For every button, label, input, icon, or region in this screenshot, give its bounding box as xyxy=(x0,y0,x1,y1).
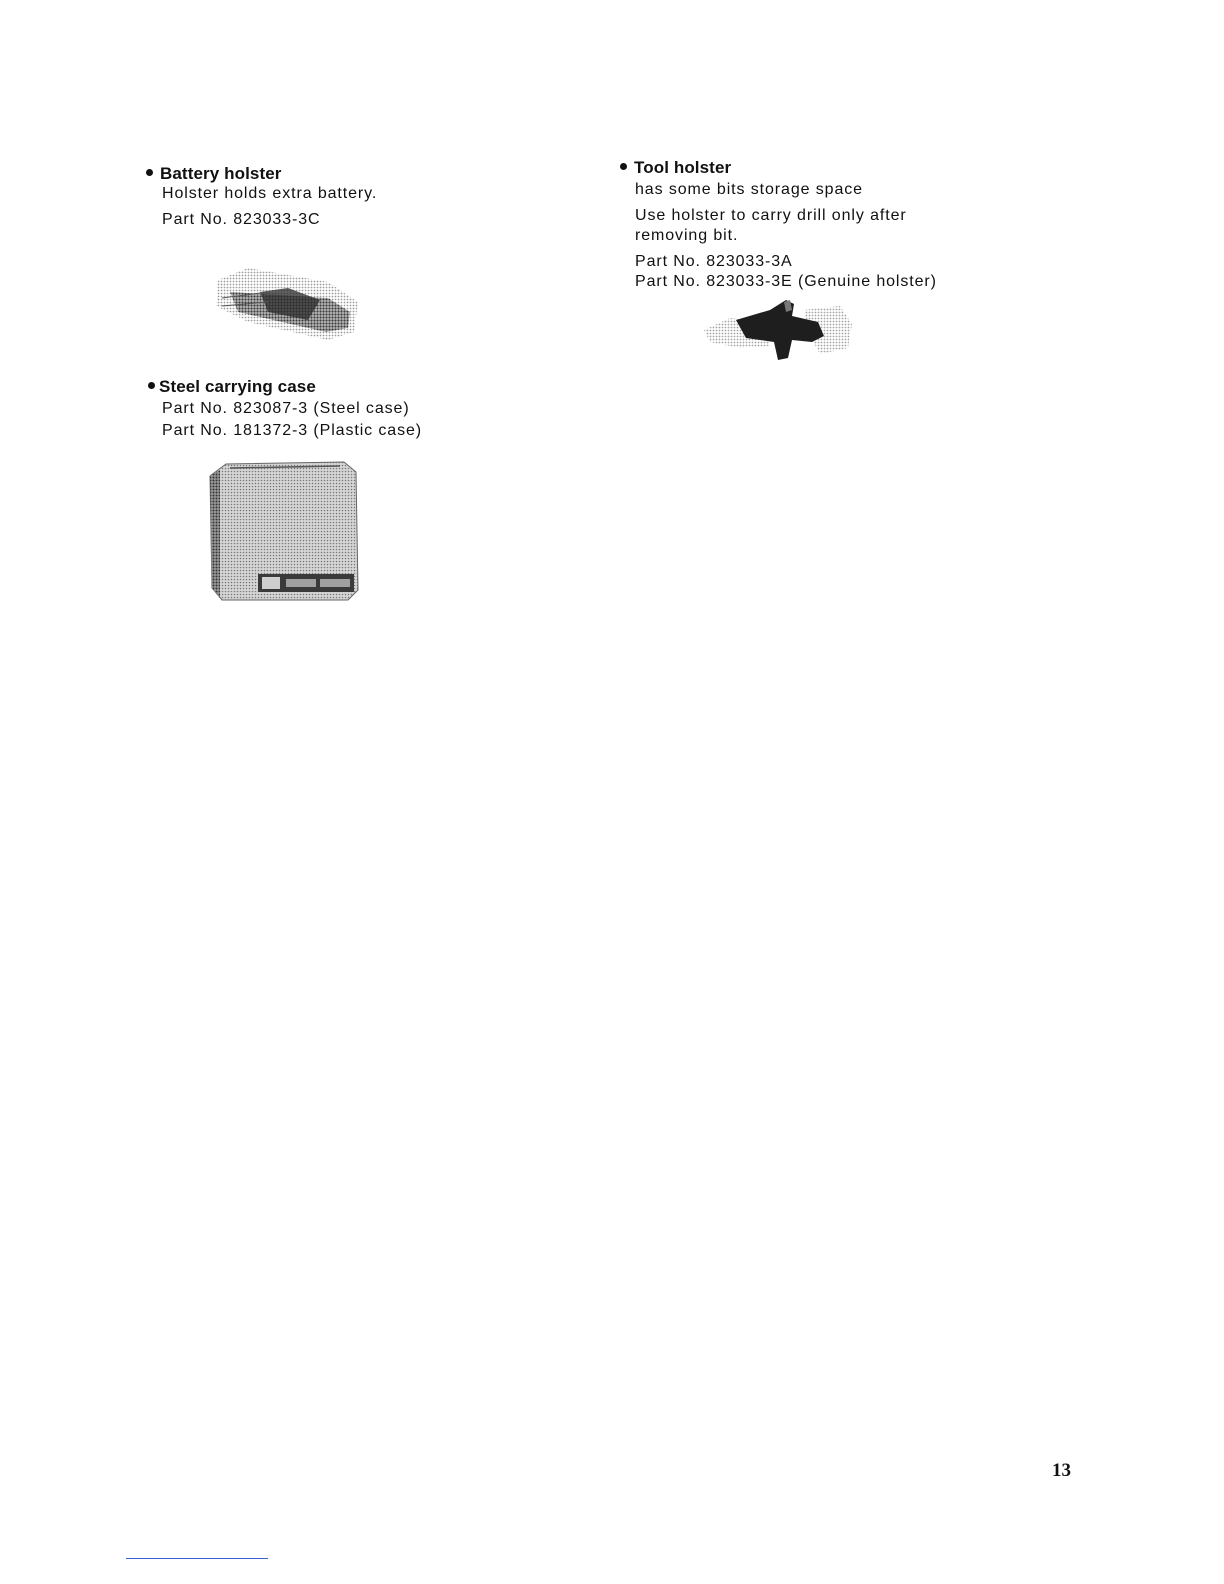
battery-holster-part-number: Part No. 823033-3C xyxy=(162,211,321,228)
battery-holster-title: Battery holster xyxy=(146,164,377,184)
plastic-case-part-number: Part No. 181372-3 (Plastic case) xyxy=(162,422,423,439)
battery-holster-section xyxy=(146,164,377,230)
tool-holster-part-number-e: Part No. 823033-3E (Genuine holster) xyxy=(635,273,937,290)
page-number: 13 xyxy=(1052,1460,1071,1481)
steel-case-title: Steel carrying case xyxy=(148,377,422,397)
tool-holster-storage-note: has some bits storage space xyxy=(635,181,863,198)
bullet-icon xyxy=(620,163,627,170)
steel-case-section xyxy=(148,377,422,441)
bullet-icon xyxy=(148,382,155,389)
steel-case-illustration xyxy=(206,458,364,604)
battery-holster-illustration xyxy=(208,262,368,344)
tool-holster-usage-note-cont: removing bit. xyxy=(635,227,739,244)
footer-rule xyxy=(126,1558,268,1559)
tool-holster-illustration xyxy=(700,296,856,362)
tool-holster-section xyxy=(620,158,937,292)
steel-case-part-number: Part No. 823087-3 (Steel case) xyxy=(162,400,410,417)
bullet-icon xyxy=(146,169,153,176)
tool-holster-part-number-a: Part No. 823033-3A xyxy=(635,253,793,270)
tool-holster-title: Tool holster xyxy=(620,158,937,178)
battery-holster-description: Holster holds extra battery. xyxy=(162,185,378,202)
tool-holster-usage-note: Use holster to carry drill only after xyxy=(635,207,907,224)
